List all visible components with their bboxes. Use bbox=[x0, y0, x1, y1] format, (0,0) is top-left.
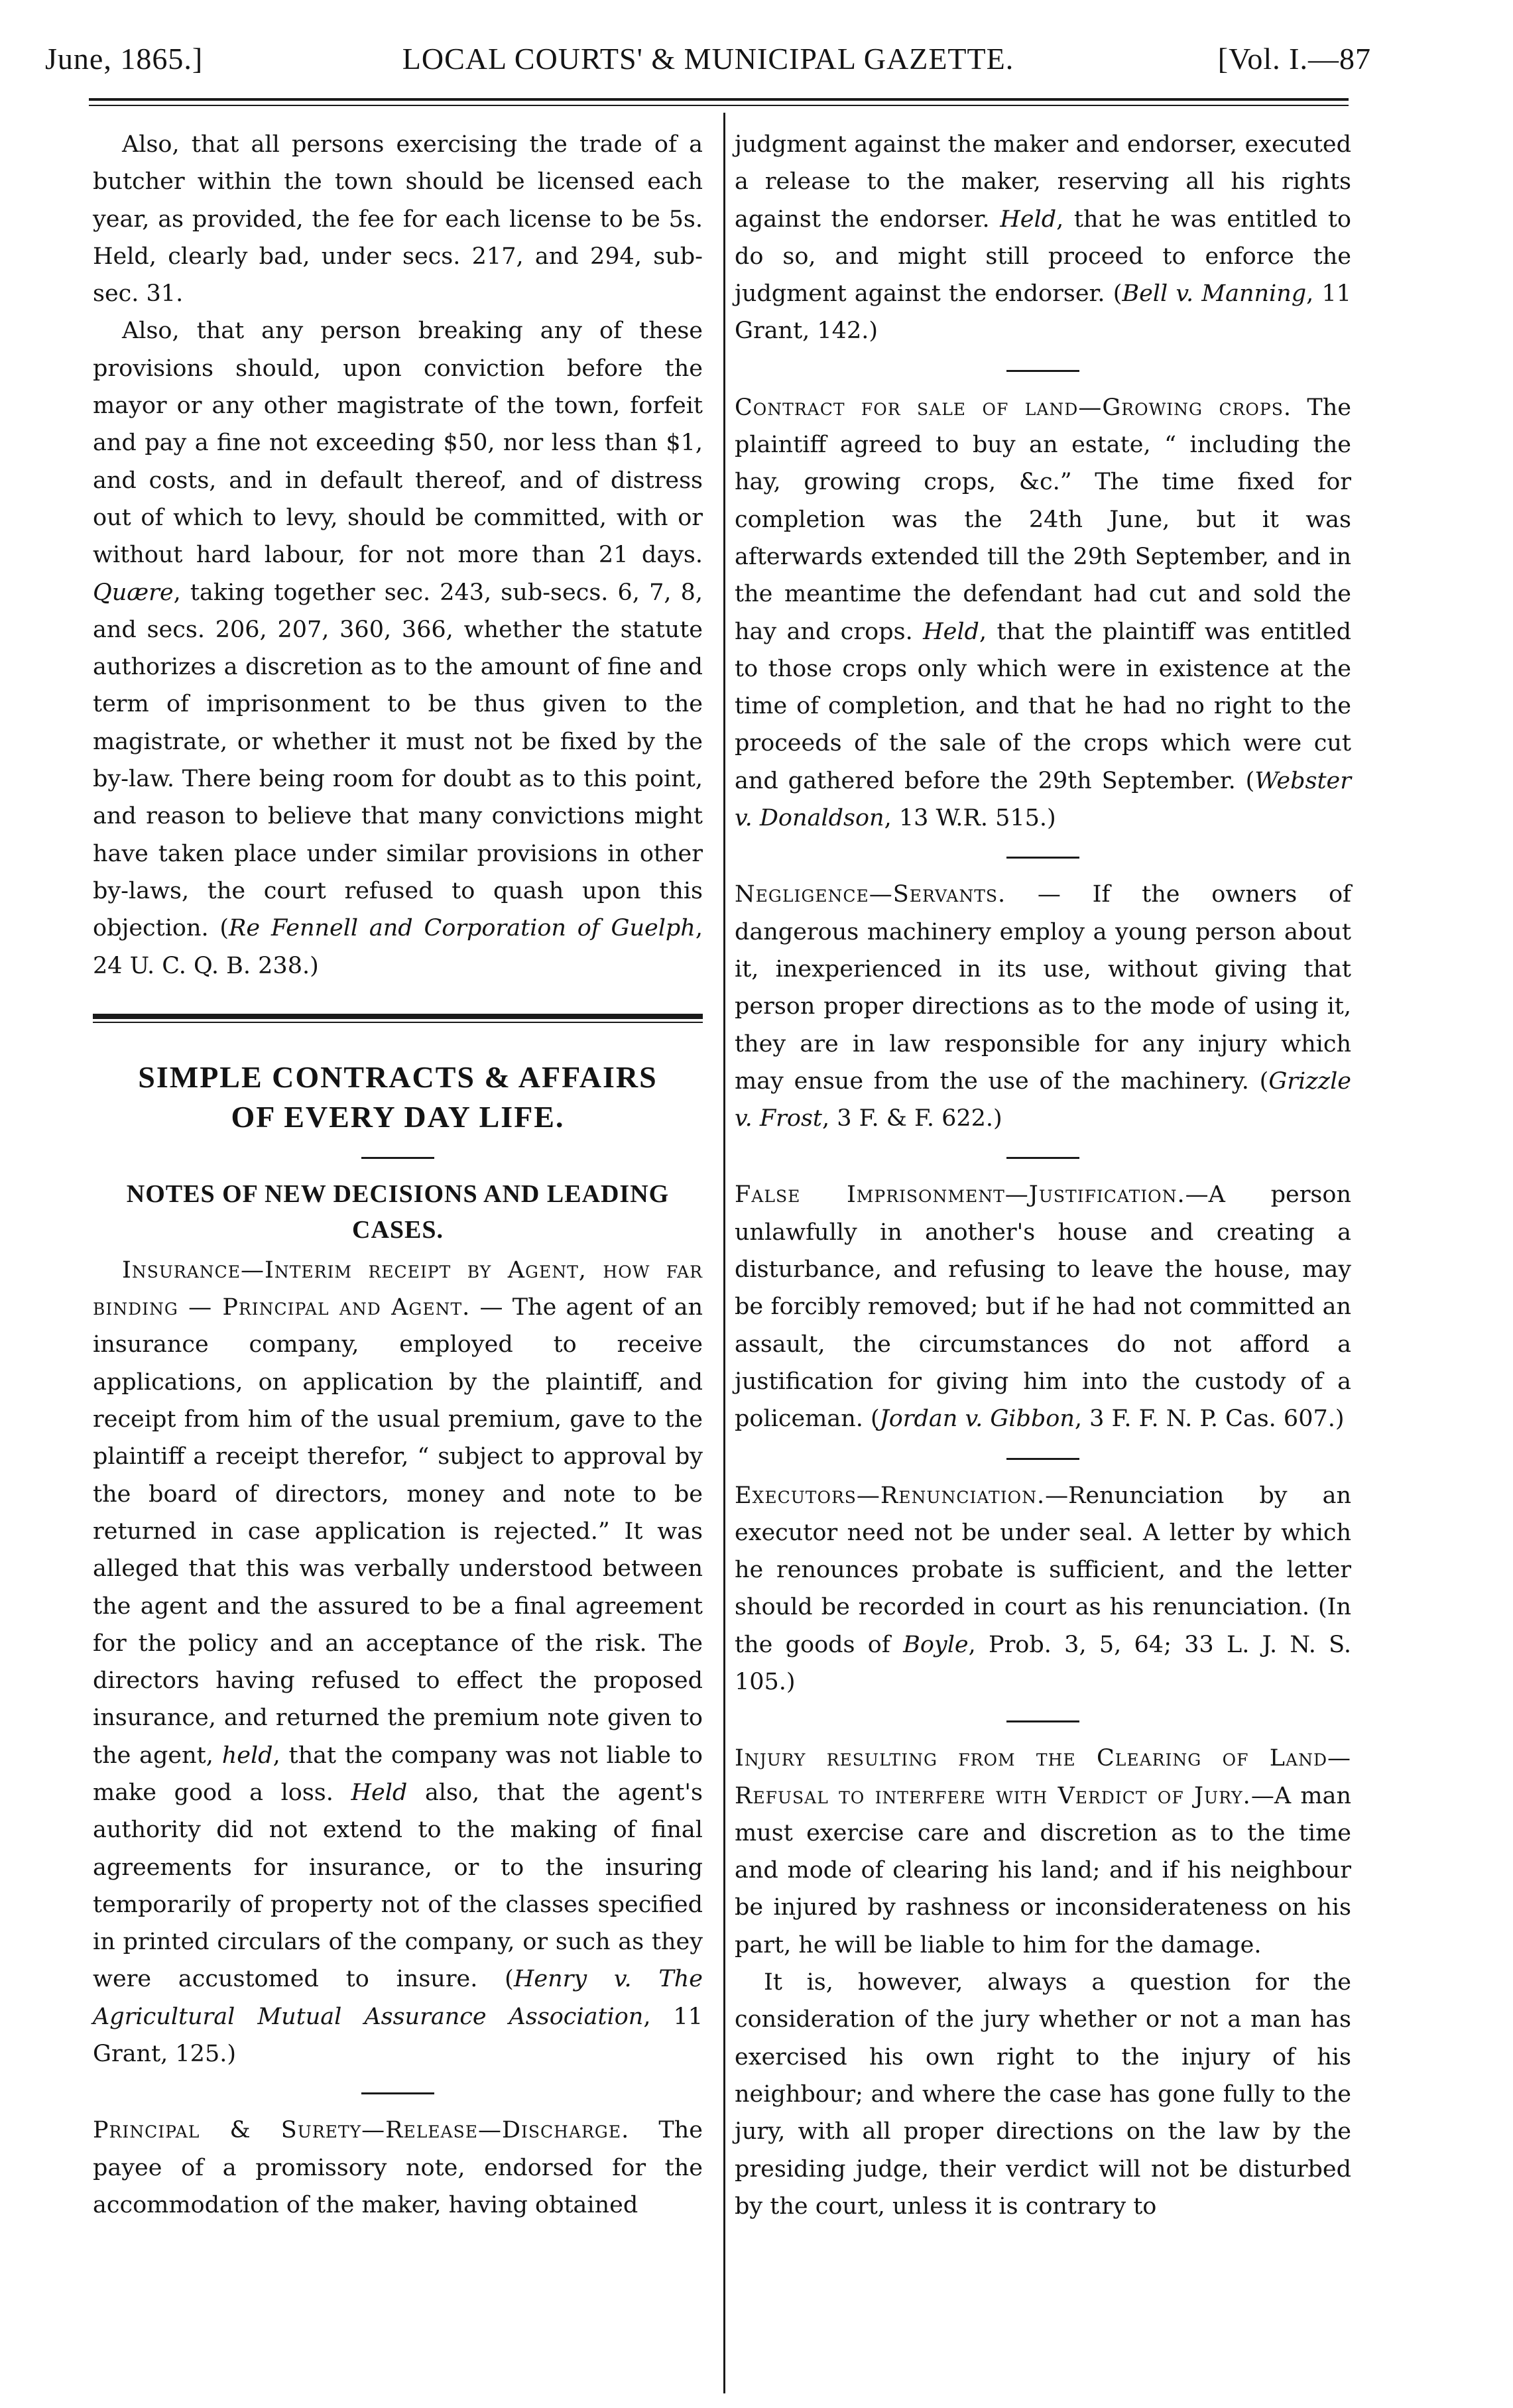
left-column bbox=[93, 126, 703, 2224]
text-run: also, that the agent's authority did not extend to the making of final agreements for insurance, or to the insuring temporarily of property not of the classes specified in printed circulars of the company, or such as they were accustomed to insure. ( bbox=[93, 1779, 703, 1993]
note-insurance bbox=[93, 1252, 703, 2073]
note-separator bbox=[361, 2092, 434, 2094]
case-citation: Grizzle v. Frost bbox=[735, 1067, 1351, 1132]
text-run: —A man must exercise care and discretion as to the time and mode of clearing his land; and if his neighbour be injured by rashness or inconsiderateness on his part, he will be liable to him for the damage. bbox=[735, 1782, 1352, 1958]
text-run: judgment against the maker and endorser, executed a release to the maker, reserving all his rights against the endorser. bbox=[735, 131, 1351, 233]
note-false-imprisonment bbox=[735, 1176, 1351, 1437]
text-run: The payee of a promissory note, endorsed for the accommodation of the maker, having obtained bbox=[93, 2117, 703, 2218]
text-run: , Prob. 3, 5, 64; 33 L. J. N. S. 105.) bbox=[735, 1631, 1352, 1695]
text-run: , that the company was not liable to make good a loss. bbox=[93, 1742, 703, 1806]
note-principal-surety-continued bbox=[735, 126, 1351, 350]
text-run: , 3 F. & F. 622.) bbox=[822, 1105, 1002, 1132]
text-run: — If the owners of dangerous machinery employ a young person about it, inexperienced in its use, without giving that person proper directions as to the mode of using it, they are in law responsible for any injury which may ensue from the use of the machinery. ( bbox=[735, 881, 1351, 1095]
case-citation: Jordan v. Gibbon bbox=[879, 1406, 1075, 1433]
running-header bbox=[45, 41, 1371, 94]
text-run: Also, that any person breaking any of these provisions should, upon conviction before the mayor or any other magistrate of the town, forfeit and pay a fine not exceeding $50, nor less than $1, and costs, and in default thereof, and of distress out of which to levy, should be committed, with or without hard labour, for not more than 21 days. bbox=[93, 318, 703, 569]
text-run: , 13 W.R. 515.) bbox=[884, 805, 1056, 832]
section-title bbox=[93, 1057, 703, 1137]
text-run: , 11 Grant, 142.) bbox=[735, 280, 1351, 345]
note-injury-clearing-land bbox=[735, 1740, 1351, 1964]
note-executors-renunciation bbox=[735, 1477, 1351, 1701]
note-injury-jury: It is, however, always a question for the consideration of the jury whether or not a man has exercised his own right to the injury of his neighbour; and where the case has gone fully to the jury, with all proper directions on the law by the presiding judge, their verdict will not be disturbed by the court, unless it is contrary to bbox=[735, 1969, 1351, 2220]
paragraph-fine-provisions bbox=[93, 312, 703, 984]
section-separator bbox=[361, 1157, 434, 1159]
section-title-line-1: SIMPLE CONTRACTS & AFFAIRS bbox=[138, 1059, 658, 1094]
note-contract-growing-crops bbox=[735, 389, 1351, 837]
note-heading: Executors—Renunciation. bbox=[735, 1482, 1046, 1509]
header-title: LOCAL COURTS' & MUNICIPAL GAZETTE. bbox=[402, 42, 1014, 76]
column-divider bbox=[723, 113, 725, 2393]
italic-held: Held bbox=[351, 1779, 408, 1806]
right-column bbox=[735, 126, 1351, 2225]
note-separator bbox=[1006, 857, 1079, 859]
section-rule bbox=[93, 1014, 703, 1023]
case-citation: Re Fennell and Corporation of Guelph bbox=[229, 915, 696, 942]
text-run: —A person unlawfully in another's house and creating a disturbance, and refusing to leave the house, may be forcibly removed; but if he had not committed an assault, the circumstances do not afford a justification for giving him into the custody of a policeman. ( bbox=[735, 1181, 1351, 1433]
case-citation: Webster v. Donaldson bbox=[735, 767, 1351, 832]
note-separator bbox=[1006, 1720, 1079, 1722]
subtitle-line-2: CASES. bbox=[352, 1215, 444, 1244]
note-separator bbox=[1006, 1157, 1079, 1159]
note-separator bbox=[1006, 1458, 1079, 1460]
header-rule-thin bbox=[89, 105, 1349, 106]
italic-held: Held bbox=[923, 618, 979, 645]
text-run: —Renunciation by an executor need not be under seal. A letter by which he renounces probate is sufficient, and the letter should be recorded in court as his renunciation. (In the goods of bbox=[735, 1482, 1351, 1658]
paragraph-butcher-license: Also, that all persons exercising the trade of a butcher within the town should be licensed each year, as provided, the fee for each license to be 5s. Held, clearly bad, under secs. 217, and 294, sub-sec. 31. bbox=[93, 131, 703, 308]
text-run: , that he was entitled to do so, and might still proceed to enforce the judgment against the endorser. ( bbox=[735, 206, 1351, 308]
header-rule bbox=[89, 98, 1349, 101]
italic-held: Held bbox=[1000, 206, 1057, 233]
note-principal-surety bbox=[93, 2112, 703, 2224]
case-citation: Henry v. The Agricultural Mutual Assurance Association bbox=[93, 1966, 703, 2030]
text-run: , taking together sec. 243, sub-secs. 6, 7, 8, and secs. 206, 207, 360, 366, whether the statute authorizes a discretion as to the amount of fine and term of imprisonment to be thus given to the magistrate, or whether it must not be fixed by the by-law. There being room for doubt as to this point, and reason to believe that many convictions might have taken place under similar provisions in other by-laws, the court refused to quash upon this objection. ( bbox=[93, 579, 703, 942]
note-heading: False Imprisonment—Justification. bbox=[735, 1181, 1185, 1209]
text-run: , that the plaintiff was entitled to those crops only which were in existence at the time of completion, and that he had no right to the proceeds of the sale of the crops which were cut and gathered before the 29th September. ( bbox=[735, 618, 1351, 794]
note-heading: Principal & Surety—Release—Discharge. bbox=[93, 2117, 630, 2144]
text-run: , 11 Grant, 125.) bbox=[93, 2003, 703, 2068]
header-date: June, 1865.] bbox=[45, 42, 204, 76]
italic-quaere: Quære bbox=[93, 579, 174, 606]
header-volume-page: [Vol. I.—87 bbox=[1217, 42, 1371, 76]
note-heading: Contract for sale of land—Growing crops. bbox=[735, 394, 1292, 421]
italic-held: held bbox=[221, 1742, 273, 1769]
note-negligence-servants bbox=[735, 876, 1351, 1137]
note-heading: Injury resulting from the Clearing of Land—Refusal to interfere with Verdict of Jury. bbox=[735, 1745, 1351, 1809]
subtitle-line-1: NOTES OF NEW DECISIONS AND LEADING bbox=[126, 1179, 670, 1208]
case-citation: Boyle bbox=[903, 1631, 969, 1658]
section-title-line-2: OF EVERY DAY LIFE. bbox=[231, 1099, 565, 1134]
case-citation: Bell v. Manning bbox=[1122, 280, 1307, 308]
note-heading: Negligence—Servants. bbox=[735, 881, 1006, 908]
note-heading: Insurance—Interim receipt by Agent, how far binding — Principal and Agent. bbox=[93, 1256, 703, 1321]
text-run: , 3 F. F. N. P. Cas. 607.) bbox=[1074, 1406, 1345, 1433]
text-run: — The agent of an insurance company, employed to receive applications, on application by the plaintiff, and receipt from him of the usual premium, gave to the plaintiff a receipt therefor, “ subject to approval by the board of directors, money and note to be returned in case application is rejected.” It was alleged that this was verbally understood between the agent and the assured to be a final agreement for the policy and an acceptance of the risk. The directors having refused to effect the proposed insurance, and returned the premium note given to the agent, bbox=[93, 1294, 703, 1769]
note-separator bbox=[1006, 370, 1079, 372]
text-run: The plaintiff agreed to buy an estate, “ including the hay, growing crops, &c.” The time fixed for completion was the 24th June, but it was afterwards extended till the 29th September, and in the meantime the defendant had cut and sold the hay and crops. bbox=[735, 394, 1351, 645]
section-subtitle bbox=[93, 1176, 703, 1248]
text-run: , 24 U. C. Q. B. 238.) bbox=[93, 915, 703, 979]
